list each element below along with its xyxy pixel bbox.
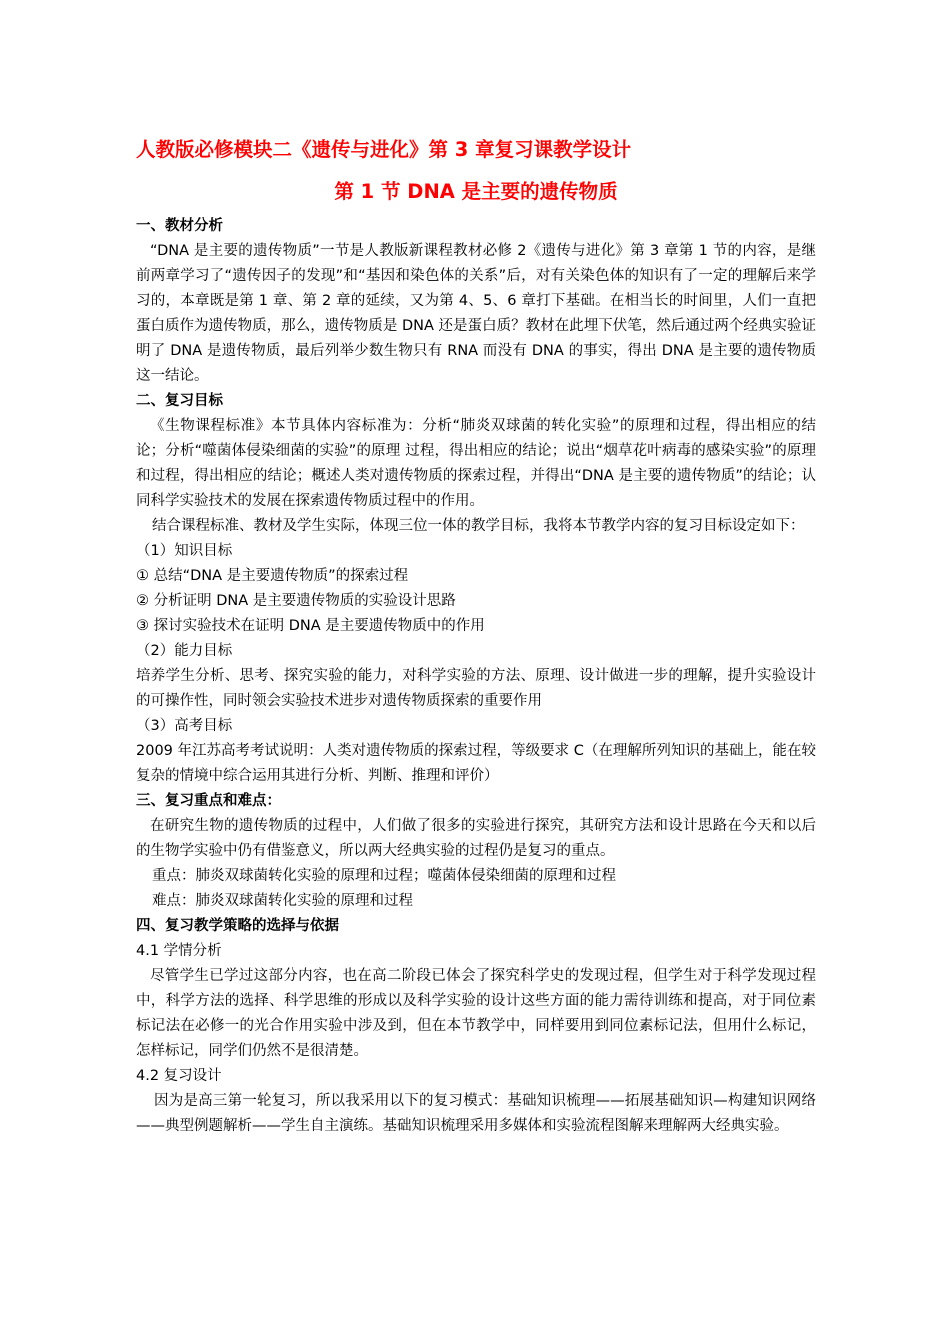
- paragraph-textbook-analysis: “DNA 是主要的遗传物质”一节是人教版新课程教材必修 2《遗传与进化》第 3 章第 1 节的内容，是继前两章学习了“遗传因子的发现”和“基因和染色体的关系”后，对有关染色体的知识有了一定的理解后来学习的，本章既是第 1 章、第 2 章的延续，又为第 4、5、6 章打下基础。在相当长的时间里，人们一直把蛋白质作为遗传物质，那么，遗传物质是 DNA 还是蛋白质？教材在此埋下伏笔，然后通过两个经典实验证明了 DNA 是遗传物质，最后列举少数生物只有 RNA 而没有 DNA 的事实，得出 DNA 是主要的遗传物质这一结论。: [136, 243, 816, 384]
- subheading-student-analysis: 4.1 学情分析: [136, 943, 222, 959]
- knowledge-goal-item: ② 分析证明 DNA 是主要遗传物质的实验设计思路: [136, 593, 456, 609]
- paragraph-exam-goals: 2009 年江苏高考考试说明：人类对遗传物质的探索过程，等级要求 C（在理解所列知识的基础上，能在较复杂的情境中综合运用其进行分析、判断、推理和评价）: [136, 743, 816, 784]
- knowledge-goal-item: ③ 探讨实验技术在证明 DNA 是主要遗传物质中的作用: [136, 618, 485, 634]
- paragraph-curriculum-standard: 《生物课程标准》本节具体内容标准为：分析“肺炎双球菌的转化实验”的原理和过程，得出相应的结论；分析“噬菌体侵染细菌的实验”的原理 过程，得出相应的结论；说出“烟草花叶病毒的感染实验”的原理和过程，得出相应的结论；概述人类对遗传物质的探索过程，并得出“DNA 是主要的遗传物质”的结论；认同科学实验技术的发展在探索遗传物质过程中的作用。: [136, 418, 816, 509]
- section-subtitle: 第 1 节 DNA 是主要的遗传物质: [334, 180, 618, 203]
- paragraph-focus: 重点：肺炎双球菌转化实验的原理和过程；噬菌体侵染细菌的原理和过程: [152, 868, 616, 884]
- label-exam-goals: （3）高考目标: [136, 718, 233, 734]
- heading-teaching-strategy: 四、复习教学策略的选择与依据: [136, 918, 339, 934]
- label-ability-goals: （2）能力目标: [136, 643, 233, 659]
- paragraph-difficulty: 难点：肺炎双球菌转化实验的原理和过程: [152, 893, 413, 909]
- label-knowledge-goals: （1）知识目标: [136, 543, 233, 559]
- knowledge-goal-item: ① 总结“DNA 是主要遗传物质”的探索过程: [136, 568, 409, 584]
- document-page: [136, 132, 816, 1139]
- subheading-review-design: 4.2 复习设计: [136, 1068, 222, 1084]
- heading-review-goals: 二、复习目标: [136, 393, 223, 409]
- document-body: [136, 214, 816, 1139]
- heading-textbook-analysis: 一、教材分析: [136, 218, 223, 234]
- paragraph-key-points: 在研究生物的遗传物质的过程中，人们做了很多的实验进行探究，其研究方法和设计思路在今天和以后的生物学实验中仍有借鉴意义，所以两大经典实验的过程仍是复习的重点。: [136, 818, 816, 859]
- paragraph-goal-setting: 结合课程标准、教材及学生实际，体现三位一体的教学目标，我将本节教学内容的复习目标设定如下：: [152, 518, 805, 534]
- heading-key-points: 三、复习重点和难点：: [136, 793, 281, 809]
- paragraph-student-analysis: 尽管学生已学过这部分内容，也在高二阶段已体会了探究科学史的发现过程，但学生对于科学发现过程中，科学方法的选择、科学思维的形成以及科学实验的设计这些方面的能力需待训练和提高，对于同位素标记法在必修一的光合作用实验中涉及到，但在本节教学中，同样要用到同位素标记法，但用什么标记，怎样标记，同学们仍然不是很清楚。: [136, 968, 816, 1059]
- paragraph-review-design: 因为是高三第一轮复习，所以我采用以下的复习模式：基础知识梳理——拓展基础知识—构建知识网络——典型例题解析——学生自主演练。基础知识梳理采用多媒体和实验流程图解来理解两大经典实验。: [136, 1093, 816, 1134]
- paragraph-ability-goals: 培养学生分析、思考、探究实验的能力，对科学实验的方法、原理、设计做进一步的理解，提升实验设计的可操作性，同时领会实验技术进步对遗传物质探索的重要作用: [136, 668, 816, 709]
- document-title: 人教版必修模块二《遗传与进化》第 3 章复习课教学设计: [136, 138, 632, 161]
